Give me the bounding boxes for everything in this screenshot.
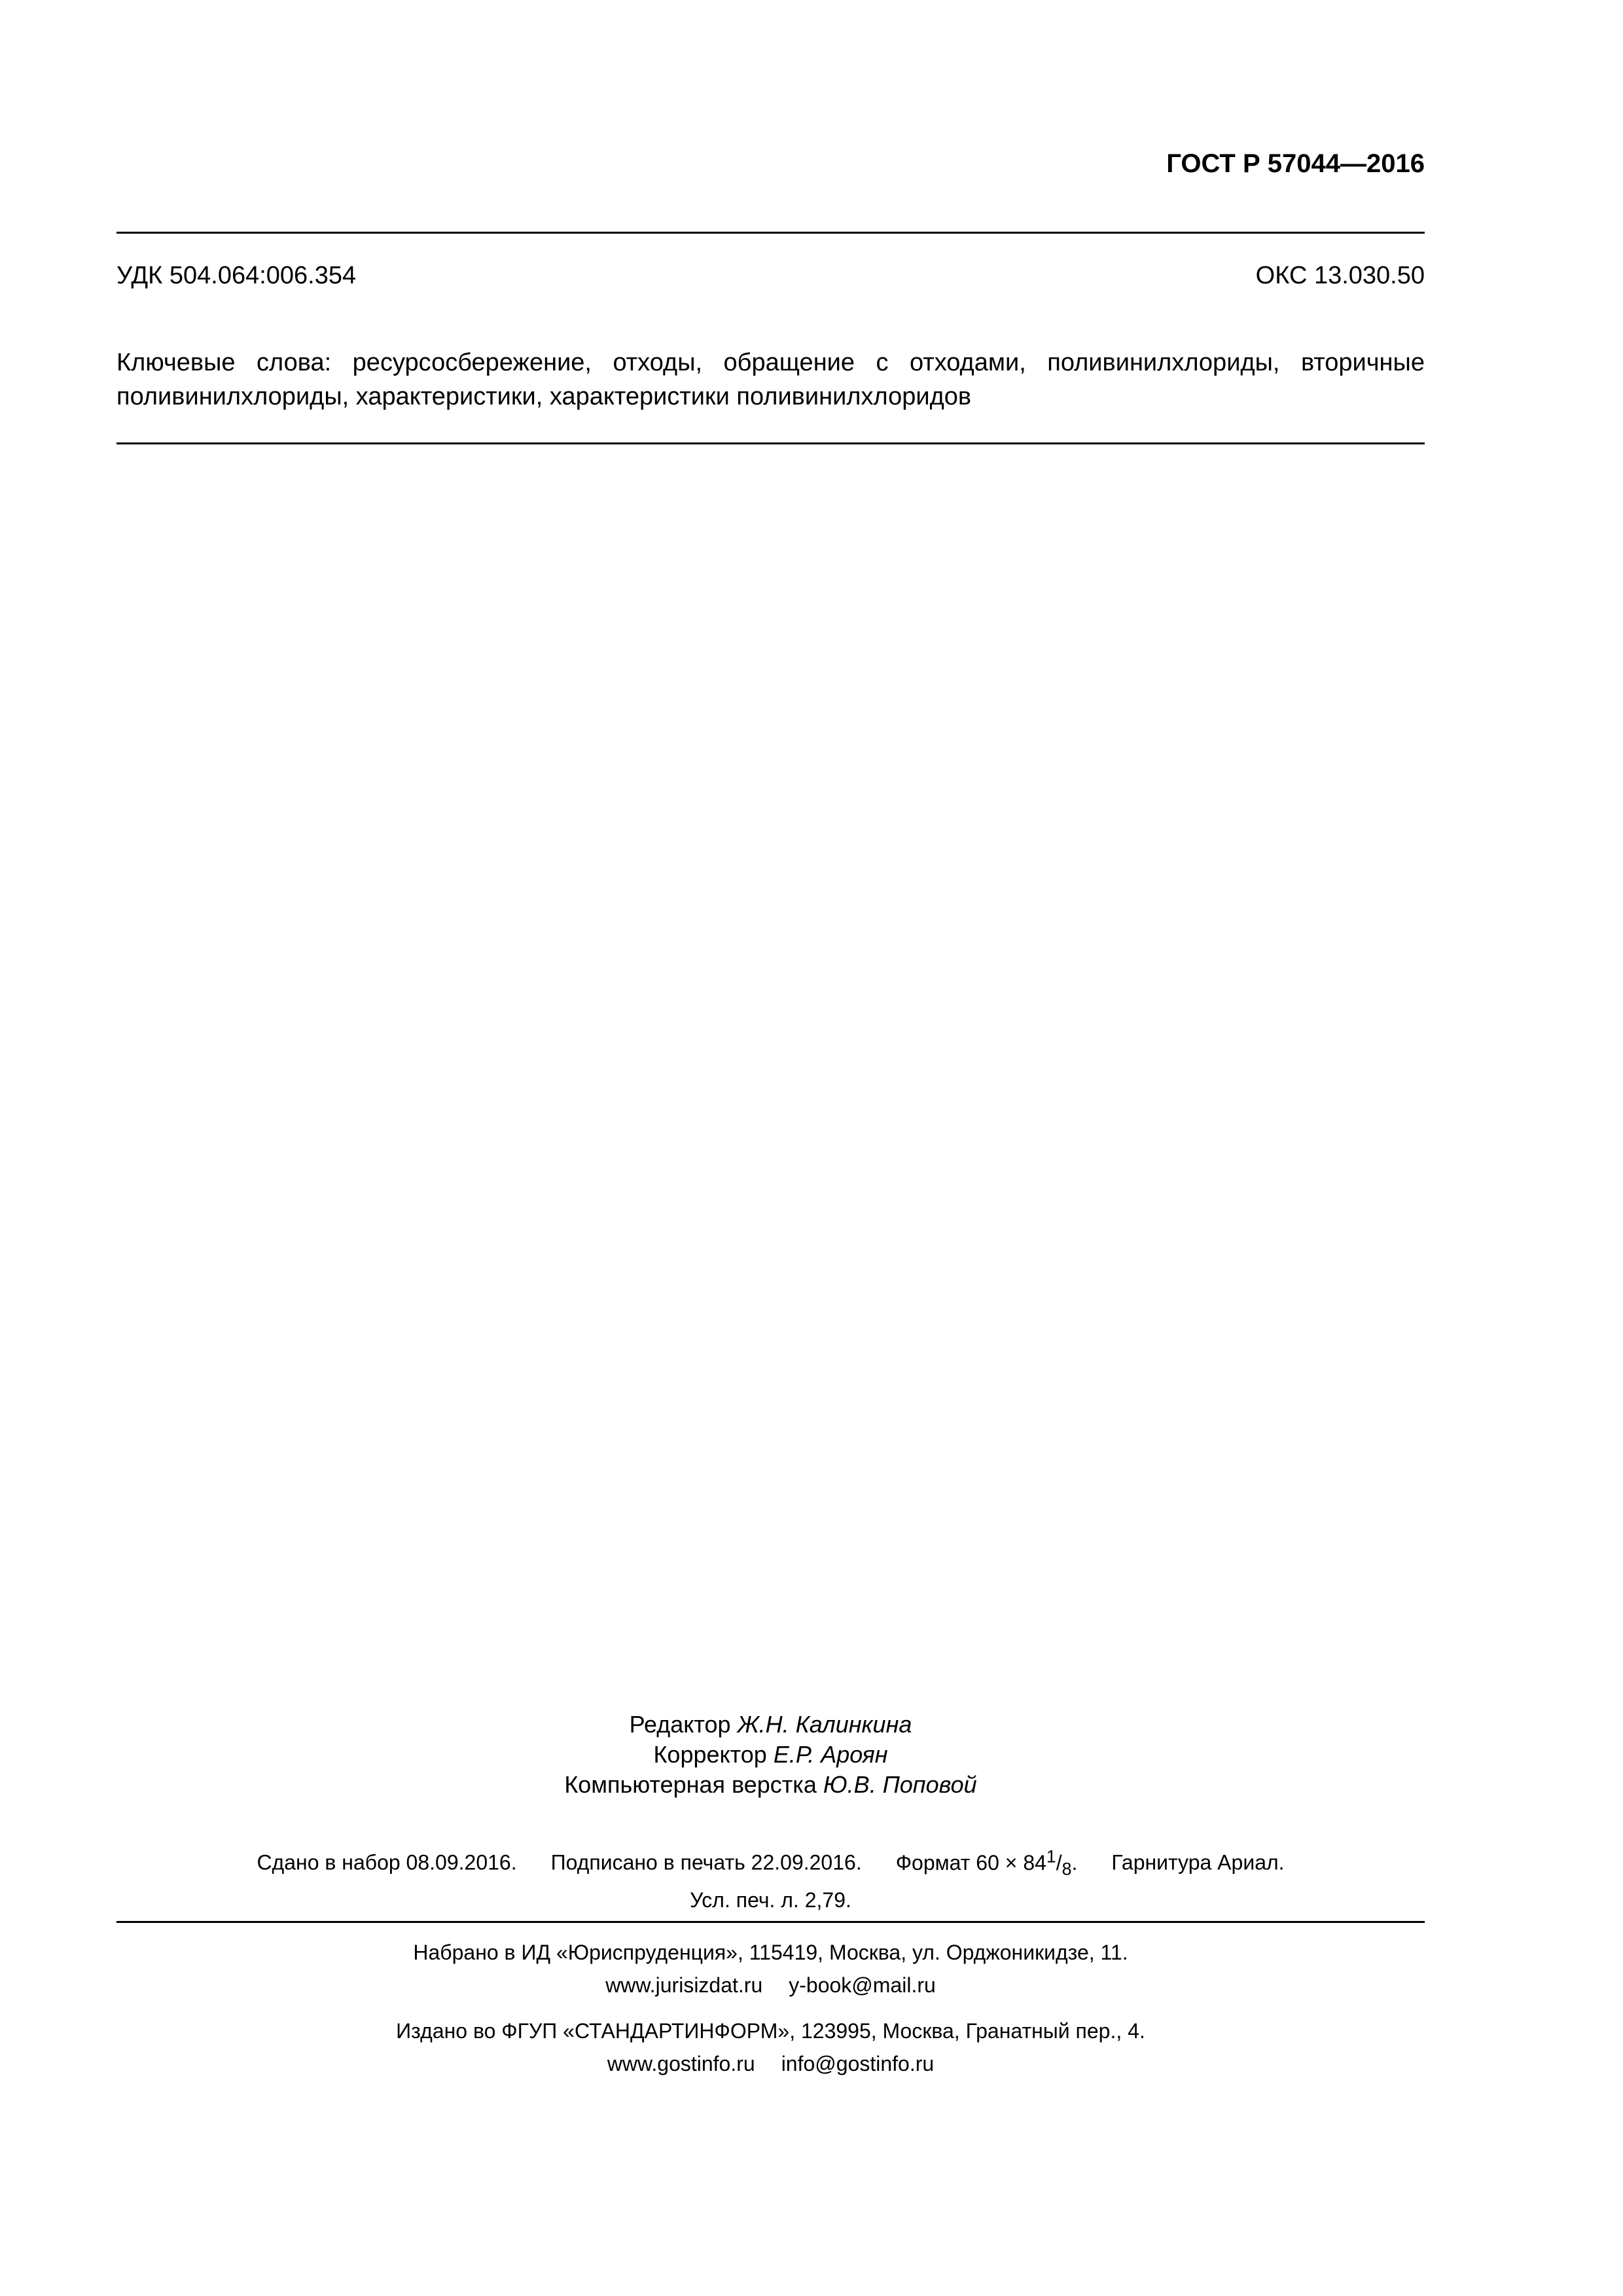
- layout-line: [116, 1770, 1425, 1800]
- publisher-block: [116, 2015, 1425, 2080]
- signed-date: Подписано в печать 22.09.2016.: [550, 1850, 862, 1874]
- publisher-email-link[interactable]: info@gostinfo.ru: [781, 2052, 935, 2075]
- corrector-name: Е.Р. Ароян: [773, 1741, 888, 1768]
- document-number: ГОСТ Р 57044—2016: [1166, 149, 1425, 178]
- publisher-contacts: [116, 2047, 1425, 2080]
- editor-name: Ж.Н. Калинкина: [737, 1711, 912, 1738]
- typeface: Гарнитура Ариал.: [1111, 1850, 1285, 1874]
- oks-code: ОКС 13.030.50: [1255, 262, 1425, 289]
- credits-block: [116, 1710, 1425, 1800]
- paper-format: Формат $60 \times 84^1/_8$.: [895, 1846, 1078, 1879]
- print-info-line: [116, 1840, 1425, 1884]
- editor-line: [116, 1710, 1425, 1740]
- typeset-contacts: [116, 1969, 1425, 2001]
- publisher-website-link[interactable]: www.gostinfo.ru: [607, 2052, 755, 2075]
- typeset-block: [116, 1936, 1425, 2001]
- typeset-website-link[interactable]: www.jurisizdat.ru: [605, 1973, 763, 1997]
- typeset-line: Набрано в ИД «Юриспруденция», 115419, Москва, ул. Орджоникидзе, 11.: [413, 1941, 1128, 1964]
- udk-code: УДК 504.064:006.354: [116, 262, 357, 289]
- top-divider: [116, 232, 1425, 234]
- corrector-role: Корректор: [653, 1741, 767, 1768]
- keywords-paragraph: Ключевые слова: ресурсосбережение, отходы, обращение с отходами, поливинилхлориды, вторичные поливинилхлориды, характеристики, характеристики поливинилхлоридов: [116, 349, 1425, 410]
- submitted-date: Сдано в набор 08.09.2016.: [257, 1850, 517, 1874]
- layout-role: Компьютерная верстка: [564, 1771, 817, 1798]
- corrector-line: [116, 1740, 1425, 1770]
- publisher-line: Издано во ФГУП «СТАНДАРТИНФОРМ», 123995, Москва, Гранатный пер., 4.: [396, 2019, 1145, 2043]
- editor-role: Редактор: [629, 1711, 731, 1738]
- keywords-divider: [116, 442, 1425, 444]
- layout-name: Ю.В. Поповой: [823, 1771, 977, 1798]
- print-info-block: [116, 1840, 1425, 1916]
- sheets-line: Усл. печ. л. 2,79.: [690, 1888, 851, 1912]
- typeset-email-link[interactable]: y-book@mail.ru: [789, 1973, 936, 1997]
- imprint-divider: [116, 1921, 1425, 1923]
